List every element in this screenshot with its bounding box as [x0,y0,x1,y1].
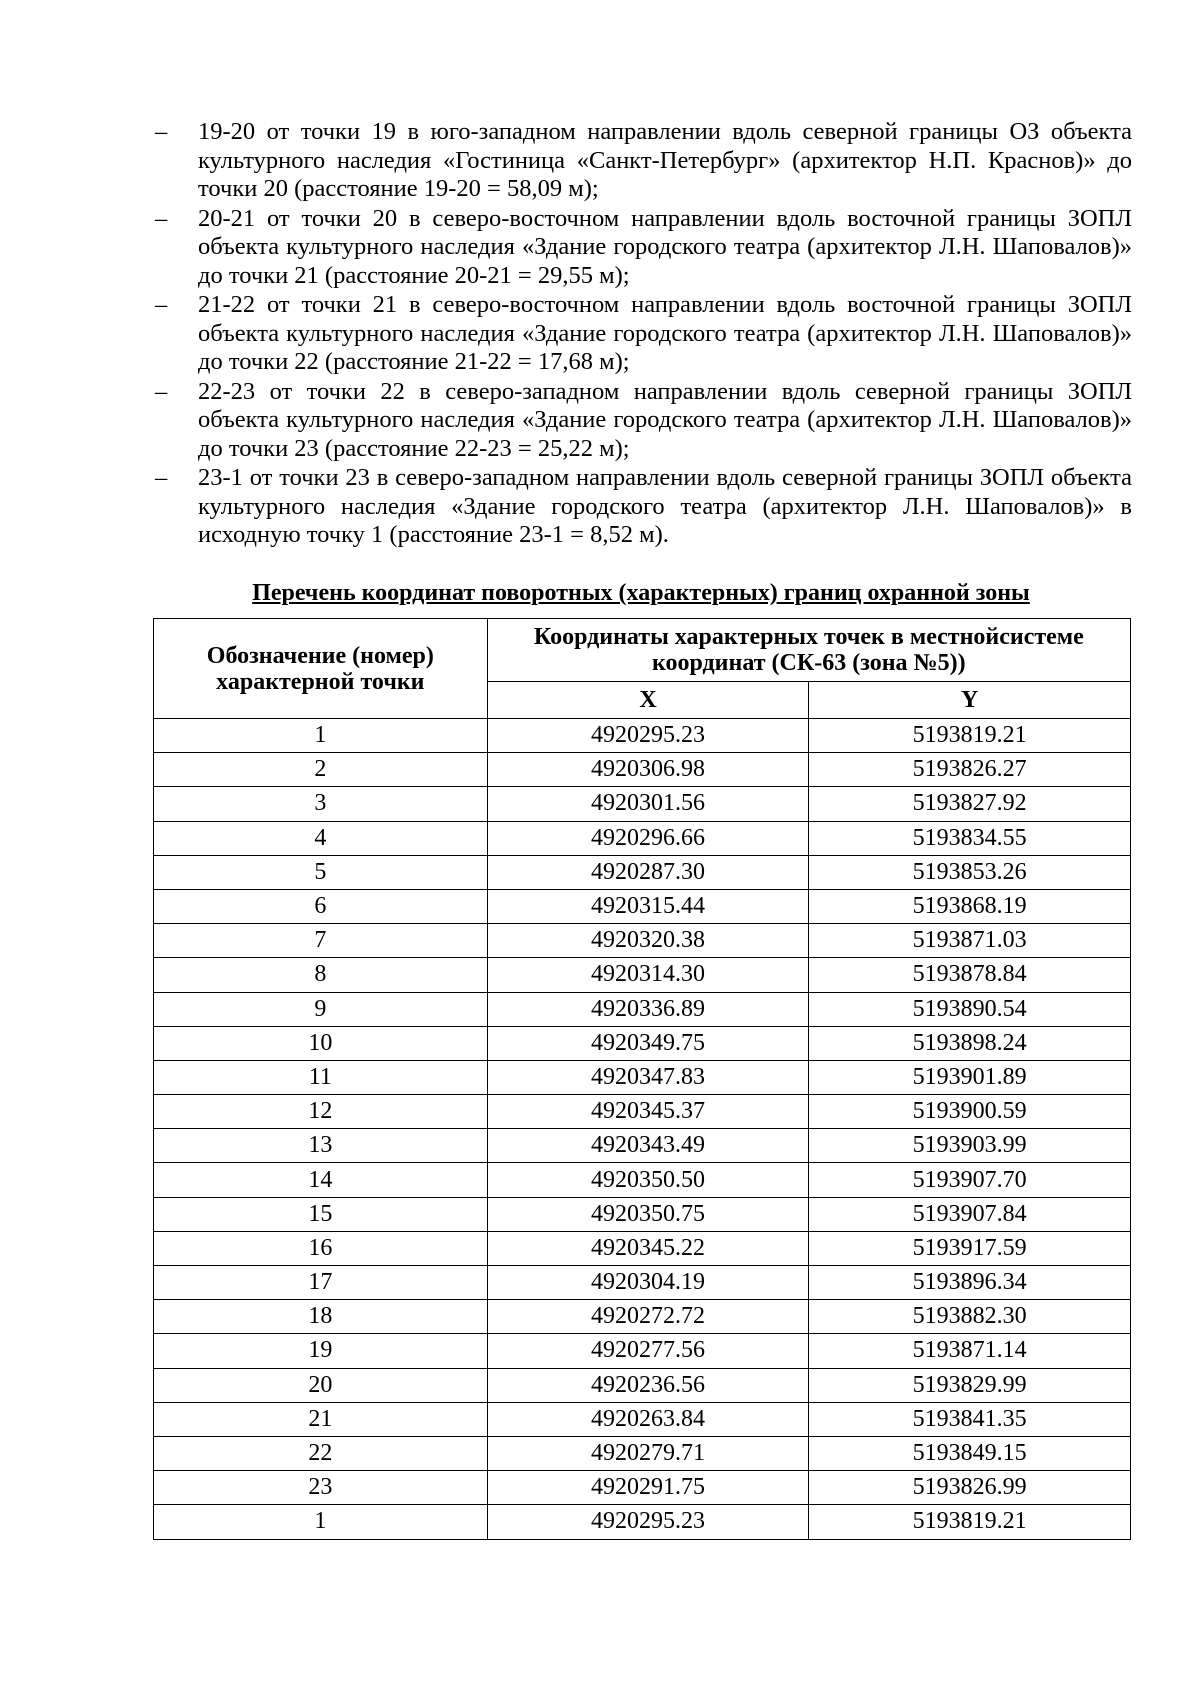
x-coordinate-cell: 4920304.19 [487,1266,809,1300]
y-coordinate-cell: 5193826.27 [809,753,1131,787]
table-row [154,1026,1131,1060]
bullet-dash: – [155,204,168,232]
bullet-dash: – [155,291,168,318]
y-coordinate-cell: 5193901.89 [809,1060,1131,1094]
table-row [154,924,1131,958]
x-coordinate-cell: 4920295.23 [487,719,809,753]
list-item [150,378,1132,464]
x-coordinate-cell: 4920287.30 [487,855,809,889]
x-coordinate-cell: 4920320.38 [487,924,809,958]
boundary-description-list [150,118,1132,551]
x-coordinate-cell: 4920291.75 [487,1471,809,1505]
table-row [154,889,1131,923]
table-row [154,821,1131,855]
point-number-cell: 10 [154,1026,488,1060]
list-item-text: 20-21 от точки 20 в северо-восточном направлении вдоль восточной границы ЗОПЛ объекта культурного наследия «Здание городского театра (архитектор Л.Н. Шаповалов)» до точки 21 (расстояние 20-21 = 29,55 м); [198,204,1132,289]
table-row [154,1163,1131,1197]
table-title: Перечень координат поворотных (характерных) границ охранной зоны [252,580,1030,606]
table-row [154,1402,1131,1436]
y-coordinate-cell: 5193907.84 [809,1197,1131,1231]
table-row [154,1266,1131,1300]
x-coordinate-cell: 4920296.66 [487,821,809,855]
bullet-dash: – [155,464,168,491]
list-item [150,118,1132,204]
y-coordinate-cell: 5193903.99 [809,1129,1131,1163]
y-coordinate-cell: 5193819.21 [809,1505,1131,1539]
y-coordinate-cell: 5193907.70 [809,1163,1131,1197]
list-item-text: 19-20 от точки 19 в юго-западном направлении вдоль северной границы ОЗ объекта культурного наследия «Гостиница «Санкт-Петербург» (архитектор Н.П. Краснов)» до точки 20 (расстояние 19-20 = 58,09 м); [198,118,1132,202]
point-number-header: Обозначение (номер) характерной точки [154,619,488,719]
table-row [154,1197,1131,1231]
point-number-cell: 19 [154,1334,488,1368]
point-number-cell: 17 [154,1266,488,1300]
y-coordinate-cell: 5193871.03 [809,924,1131,958]
table-row [154,1060,1131,1094]
table-row [154,1095,1131,1129]
point-number-cell: 22 [154,1436,488,1470]
table-row [154,787,1131,821]
x-coordinate-cell: 4920345.22 [487,1231,809,1265]
y-coordinate-cell: 5193849.15 [809,1436,1131,1470]
y-coordinate-cell: 5193819.21 [809,719,1131,753]
point-number-cell: 13 [154,1129,488,1163]
point-number-cell: 15 [154,1197,488,1231]
x-coordinate-cell: 4920315.44 [487,889,809,923]
y-coordinate-cell: 5193868.19 [809,889,1131,923]
y-coordinate-cell: 5193898.24 [809,1026,1131,1060]
point-number-cell: 1 [154,1505,488,1539]
x-coordinate-cell: 4920349.75 [487,1026,809,1060]
list-item [150,464,1132,550]
point-number-cell: 21 [154,1402,488,1436]
table-row [154,958,1131,992]
point-number-cell: 8 [154,958,488,992]
point-number-cell: 7 [154,924,488,958]
x-coordinate-cell: 4920336.89 [487,992,809,1026]
table-row [154,1436,1131,1470]
y-coordinate-cell: 5193829.99 [809,1368,1131,1402]
list-item-text: 22-23 от точки 22 в северо-западном направлении вдоль северной границы ЗОПЛ объекта культурного наследия «Здание городского театра (архитектор Л.Н. Шаповалов)» до точки 23 (расстояние 22-23 = 25,22 м); [198,377,1132,462]
x-coordinate-cell: 4920301.56 [487,787,809,821]
list-item-text: 21-22 от точки 21 в северо-восточном направлении вдоль восточной границы ЗОПЛ объекта культурного наследия «Здание городского театра (архитектор Л.Н. Шаповалов)» до точки 22 (расстояние 21-22 = 17,68 м); [198,291,1132,375]
y-coordinate-cell: 5193900.59 [809,1095,1131,1129]
point-number-cell: 1 [154,719,488,753]
y-coordinate-cell: 5193853.26 [809,855,1131,889]
point-number-cell: 16 [154,1231,488,1265]
table-row [154,719,1131,753]
point-number-cell: 2 [154,753,488,787]
list-item [150,205,1132,291]
x-coordinate-cell: 4920343.49 [487,1129,809,1163]
y-column-header: Y [809,682,1131,719]
point-number-cell: 9 [154,992,488,1026]
point-number-cell: 4 [154,821,488,855]
point-number-cell: 14 [154,1163,488,1197]
table-row [154,1471,1131,1505]
table-row [154,1129,1131,1163]
table-row [154,855,1131,889]
table-row [154,1334,1131,1368]
x-coordinate-cell: 4920277.56 [487,1334,809,1368]
list-item-text: 23-1 от точки 23 в северо-западном направлении вдоль северной границы ЗОПЛ объекта культурного наследия «Здание городского театра (архитектор Л.Н. Шаповалов)» в исходную точку 1 (расстояние 23-1 = 8,52 м). [198,464,1132,548]
bullet-dash: – [155,118,168,145]
y-coordinate-cell: 5193878.84 [809,958,1131,992]
x-coordinate-cell: 4920314.30 [487,958,809,992]
point-number-cell: 12 [154,1095,488,1129]
x-coordinate-cell: 4920236.56 [487,1368,809,1402]
coordinates-table [153,618,1131,1540]
x-coordinate-cell: 4920347.83 [487,1060,809,1094]
point-number-cell: 5 [154,855,488,889]
y-coordinate-cell: 5193871.14 [809,1334,1131,1368]
x-coordinate-cell: 4920350.50 [487,1163,809,1197]
table-row [154,992,1131,1026]
table-row [154,753,1131,787]
point-number-cell: 6 [154,889,488,923]
y-coordinate-cell: 5193827.92 [809,787,1131,821]
coordinates-table-body [154,719,1131,1540]
y-coordinate-cell: 5193826.99 [809,1471,1131,1505]
x-coordinate-cell: 4920350.75 [487,1197,809,1231]
y-coordinate-cell: 5193890.54 [809,992,1131,1026]
x-coordinate-cell: 4920306.98 [487,753,809,787]
point-number-cell: 23 [154,1471,488,1505]
y-coordinate-cell: 5193896.34 [809,1266,1131,1300]
point-number-cell: 3 [154,787,488,821]
list-item [150,291,1132,377]
x-column-header: X [487,682,809,719]
y-coordinate-cell: 5193834.55 [809,821,1131,855]
table-row [154,1300,1131,1334]
x-coordinate-cell: 4920295.23 [487,1505,809,1539]
y-coordinate-cell: 5193917.59 [809,1231,1131,1265]
y-coordinate-cell: 5193841.35 [809,1402,1131,1436]
x-coordinate-cell: 4920345.37 [487,1095,809,1129]
x-coordinate-cell: 4920272.72 [487,1300,809,1334]
point-number-cell: 20 [154,1368,488,1402]
point-number-cell: 11 [154,1060,488,1094]
y-coordinate-cell: 5193882.30 [809,1300,1131,1334]
coordinates-group-header: Координаты характерных точек в местнойсистеме координат (СК-63 (зона №5)) [487,619,1130,682]
table-row [154,1505,1131,1539]
point-number-cell: 18 [154,1300,488,1334]
table-row [154,1231,1131,1265]
table-row [154,1368,1131,1402]
x-coordinate-cell: 4920279.71 [487,1436,809,1470]
x-coordinate-cell: 4920263.84 [487,1402,809,1436]
bullet-dash: – [155,377,168,405]
